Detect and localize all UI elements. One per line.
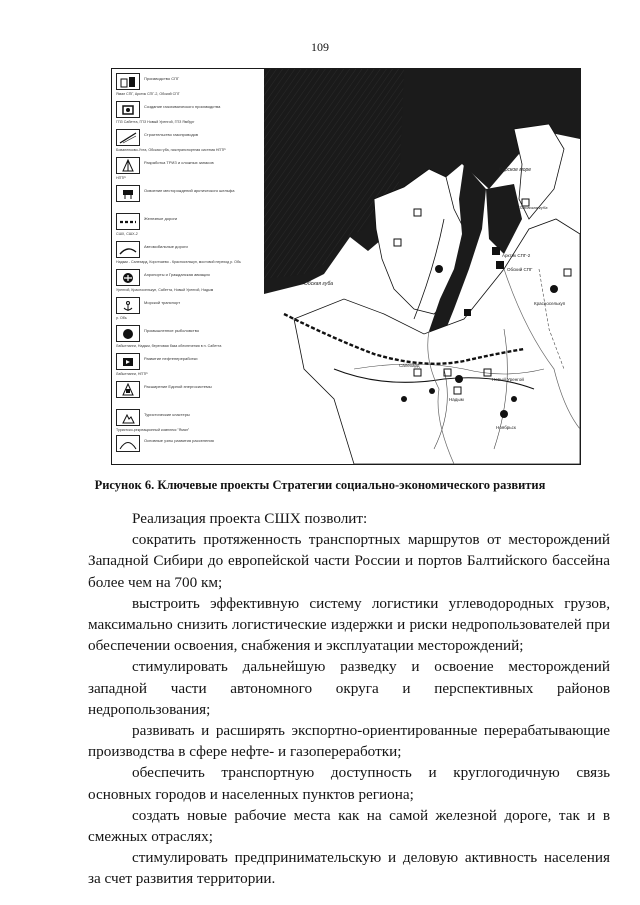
legend-label: Создание газохимического производства [144, 104, 221, 109]
paragraph: выстроить эффективную систему логистики углеводородных грузов, максимально снизить логистические издержки и риски недропользователей при обеспечении освоения, снабжения и эксплуатации месторождений; [88, 594, 610, 655]
marker-airport [500, 410, 508, 418]
legend-item-gas-chemistry [116, 101, 264, 131]
label-arctic-lng: Арктик СПГ-2 [502, 253, 531, 258]
paragraph: стимулировать предпринимательскую и деловую активность населения за счет развития территории. [88, 849, 610, 888]
legend-item-refining [116, 353, 264, 383]
legend-item-sea-transport [116, 297, 264, 327]
legend-label: Промышленное рыболовство [144, 328, 200, 333]
road-icon [116, 241, 140, 258]
lng-plant-icon [116, 73, 140, 90]
legend-label: Расширение Единой энергосистемы [144, 384, 212, 389]
legend-sub: Лабытнанги, НПТР [116, 372, 148, 376]
railway-icon [116, 213, 140, 230]
offshore-platform-icon [116, 185, 140, 202]
region-map [264, 69, 580, 464]
label-ob-gulf: Обская губа [304, 281, 334, 287]
legend-sub: Уренгой, Красноселькуп, Сабетта, Новый Уренгой, Надым [116, 288, 214, 292]
marker-airport [455, 375, 463, 383]
key-projects-figure [111, 68, 581, 465]
paragraph: обеспечить транспортную доступность и круглогодичную связь основных городов и населенных пунктов региона; [88, 764, 610, 803]
marker-lng [492, 247, 500, 255]
legend-label: Разработка ТРИЗ и сложных запасов [144, 160, 214, 165]
map-legend [112, 69, 264, 464]
legend-item-roads [116, 241, 264, 271]
label-noyabrsk: Ноябрьск [496, 425, 516, 430]
marker-airport [550, 285, 558, 293]
tourism-icon [116, 409, 140, 426]
marker-fishing [429, 388, 435, 394]
paragraph: Реализация проекта СШХ позволит: [132, 510, 368, 527]
anchor-icon [116, 297, 140, 314]
paragraph: развивать и расширять экспортно-ориентированные перерабатывающие производства в сфере нефте- и газопереработки; [88, 722, 610, 761]
legend-item-airports [116, 269, 264, 299]
legend-item-lng [116, 73, 264, 103]
legend-sub: НПТР [116, 176, 126, 180]
body-text [88, 508, 610, 890]
legend-item-railways [116, 213, 264, 243]
label-obsky-lng: Обский СПГ [507, 267, 533, 272]
legend-item-energy-system [116, 381, 264, 411]
figure-caption: Рисунок 6. Ключевые проекты Стратегии социально-экономического развития [94, 478, 546, 492]
label-nadym: Надым [449, 397, 464, 402]
label-krasnoselkup: Красноселькуп [534, 301, 566, 306]
label-taz-gulf: Тазовская губа [519, 205, 548, 210]
label-new-urengoy: Новый Уренгой [492, 377, 524, 382]
paragraph: стимулировать дальнейшую разведку и освоение месторождений западной части автономного округа и перспективных районов недропользования; [88, 658, 610, 718]
marker-fishing [401, 396, 407, 402]
power-line-icon [116, 381, 140, 398]
marker-fishing [511, 396, 517, 402]
legend-sub: Бованенково-Ухта, Обская губа, газотранспортная система НПТР [116, 148, 226, 152]
marker-airport [435, 265, 443, 273]
legend-label: Аэропорты и Гражданская авиация [144, 272, 210, 277]
settlement-node-icon [116, 435, 140, 452]
label-salekhard: Салехард [399, 363, 420, 368]
label-kara-sea: Карское море [499, 167, 532, 173]
oil-rig-icon [116, 157, 140, 174]
legend-sub: ГПЗ Сабетта, ГПЗ Новый Уренгой, ГПЗ Ямбург [116, 120, 195, 124]
legend-item-settlement-nodes [116, 435, 264, 465]
legend-sub: Ямал СПГ, Арктик СПГ-2, Обский СПГ [116, 92, 180, 96]
fishing-icon [116, 325, 140, 342]
legend-label: Автомобильные дороги [144, 244, 188, 249]
legend-label: Строительство газопроводов [144, 132, 199, 137]
refinery-icon [116, 353, 140, 370]
legend-label: Развитие нефтепереработки [144, 356, 198, 361]
pipeline-icon [116, 129, 140, 146]
airport-icon [116, 269, 140, 286]
legend-sub: СШХ, СШХ-2 [116, 232, 138, 236]
legend-label: Основные узлы развития расселения [144, 438, 214, 443]
legend-label: Освоение месторождений арктического шельфа [144, 188, 235, 193]
legend-sub: Туристско-рекреационный комплекс "Ямал" [116, 428, 190, 432]
legend-item-shelf [116, 185, 264, 215]
marker-lng [464, 309, 471, 316]
page-number: 109 [311, 40, 329, 54]
legend-label: Морской транспорт [144, 300, 181, 305]
legend-label: Туристические кластеры [144, 412, 190, 417]
legend-item-fishing [116, 325, 264, 355]
legend-sub: Надым - Салехард, Коротчаево - Красноселькуп, мостовой переход р. Обь [116, 260, 241, 264]
legend-sub: р. Обь [116, 316, 127, 320]
legend-sub: Лабытнанги, Надым, береговая база обеспечения в п. Сабетта [116, 344, 222, 348]
legend-label: Железные дороги [144, 216, 178, 221]
paragraph: сократить протяженность транспортных маршрутов от месторождений Западной Сибири до европейской части России и портов Балтийского бассейна более чем на 700 км; [88, 531, 610, 591]
taz-gulf [486, 184, 522, 254]
legend-label: Производство СПГ [144, 76, 180, 81]
gas-chemistry-icon [116, 101, 140, 118]
legend-item-triz [116, 157, 264, 187]
marker-lng [496, 261, 504, 269]
paragraph: создать новые рабочие места как на самой железной дороге, так и в смежных отраслях; [88, 806, 610, 846]
legend-item-pipelines [116, 129, 264, 159]
